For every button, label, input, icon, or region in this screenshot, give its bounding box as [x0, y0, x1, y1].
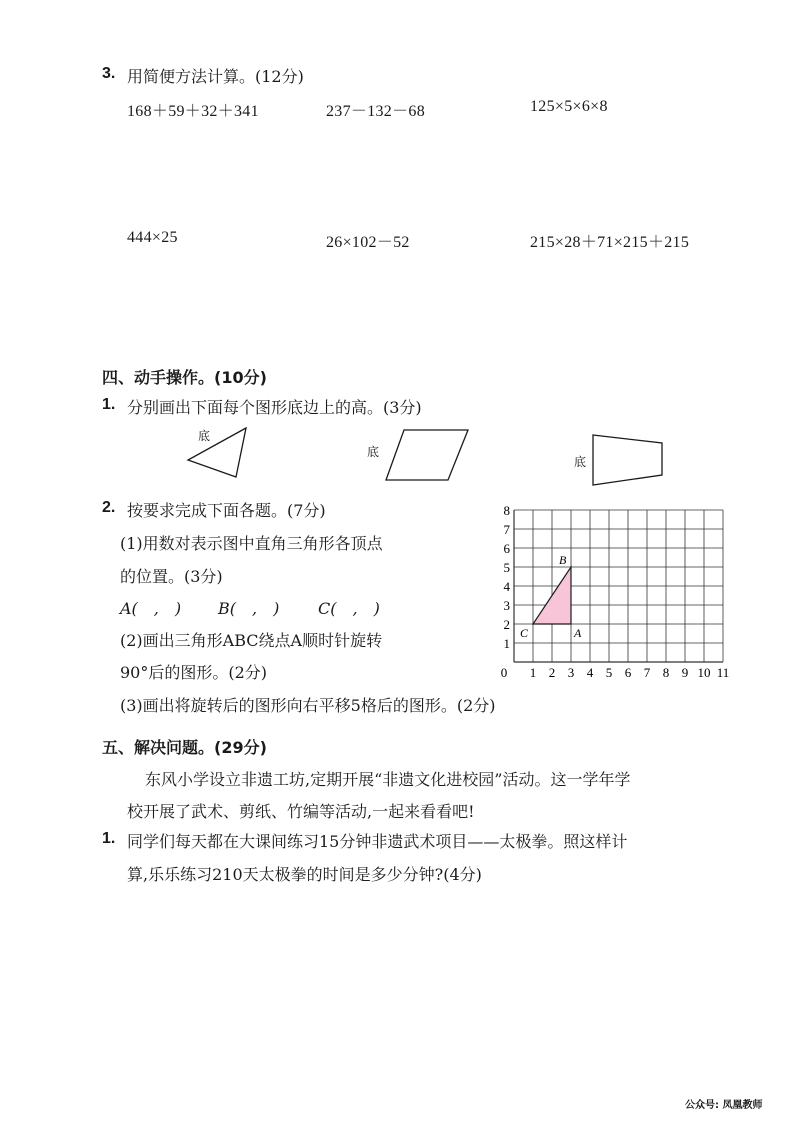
y-tick-label: 7	[503, 522, 510, 537]
sub-question-1-cont: 的位置。(3分)	[120, 567, 223, 586]
base-label: 底	[367, 445, 380, 459]
y-tick-label: 2	[503, 617, 510, 632]
sub-question-2: (2)画出三角形ABC绕点A顺时针旋转	[120, 631, 383, 650]
y-tick-label: 1	[503, 636, 510, 651]
question-text: 分别画出下面每个图形底边上的高。(3分)	[127, 398, 422, 417]
x-tick-label: 3	[567, 665, 575, 680]
expression-5: 26×102－52	[326, 234, 410, 251]
question-number: 2.	[102, 499, 116, 516]
intro-paragraph-line1: 东风小学设立非遗工坊,定期开展“非遗文化进校园”活动。这一学年学	[145, 770, 631, 789]
coord-b-blank: B( , )	[218, 599, 280, 618]
x-tick-label: 2	[548, 665, 556, 680]
y-tick-label: 6	[503, 541, 510, 556]
question-title: 用简便方法计算。(12分)	[127, 67, 304, 86]
coordinate-grid	[490, 502, 740, 684]
x-tick-label: 8	[662, 665, 670, 680]
x-tick-label: 6	[624, 665, 632, 680]
parallelogram-shape	[382, 425, 474, 485]
y-tick-label: 5	[503, 560, 510, 575]
x-tick-label: 1	[529, 665, 537, 680]
x-tick-label: 10	[697, 665, 711, 680]
question-number: 3.	[102, 65, 116, 82]
section-header-4: 四、动手操作。(10分)	[102, 368, 267, 387]
sub-question-2-cont: 90°后的图形。(2分)	[120, 663, 268, 682]
coord-a-blank: A( , )	[120, 599, 182, 618]
x-tick-label: 11	[716, 665, 730, 680]
question-number: 1.	[102, 396, 116, 413]
expression-6: 215×28＋71×215＋215	[530, 234, 690, 251]
coord-c-blank: C( , )	[318, 599, 380, 618]
y-tick-label: 8	[503, 503, 510, 518]
base-label: 底	[574, 455, 587, 469]
sub-question-1: (1)用数对表示图中直角三角形各顶点	[120, 534, 383, 553]
y-tick-label: 4	[503, 579, 510, 594]
question-text: 同学们每天都在大课间练习15分钟非遗武术项目——太极拳。照这样计	[127, 832, 628, 851]
question-text-cont: 算,乐乐练习210天太极拳的时间是多少分钟?(4分)	[127, 865, 482, 884]
question-text: 按要求完成下面各题。(7分)	[127, 501, 326, 520]
grid-lines	[514, 510, 723, 662]
section-header-5: 五、解决问题。(29分)	[102, 738, 267, 757]
intro-paragraph-line2: 校开展了武术、剪纸、竹编等活动,一起来看看吧!	[127, 802, 475, 821]
tick-labels	[501, 503, 730, 680]
vertex-label-c: C	[520, 626, 529, 640]
trapezoid-shape	[588, 430, 668, 490]
triangle-shape	[180, 422, 255, 480]
x-tick-label: 0	[500, 665, 508, 680]
vertex-label-a: A	[574, 626, 582, 640]
x-tick-label: 4	[586, 665, 594, 680]
x-tick-label: 9	[681, 665, 689, 680]
vertex-label-b: B	[559, 553, 567, 567]
question-number: 1.	[102, 830, 116, 847]
expression-2: 237－132－68	[326, 103, 425, 120]
expression-1: 168＋59＋32＋341	[127, 103, 259, 120]
sub-question-3: (3)画出将旋转后的图形向右平移5格后的图形。(2分)	[120, 696, 496, 715]
base-label: 底	[198, 429, 211, 443]
expression-3: 125×5×6×8	[530, 98, 608, 115]
expression-4: 444×25	[127, 229, 178, 246]
x-tick-label: 7	[643, 665, 651, 680]
footer-watermark: 公众号: 凤凰教师	[685, 1100, 763, 1111]
x-tick-label: 5	[605, 665, 613, 680]
y-tick-label: 3	[503, 598, 510, 613]
